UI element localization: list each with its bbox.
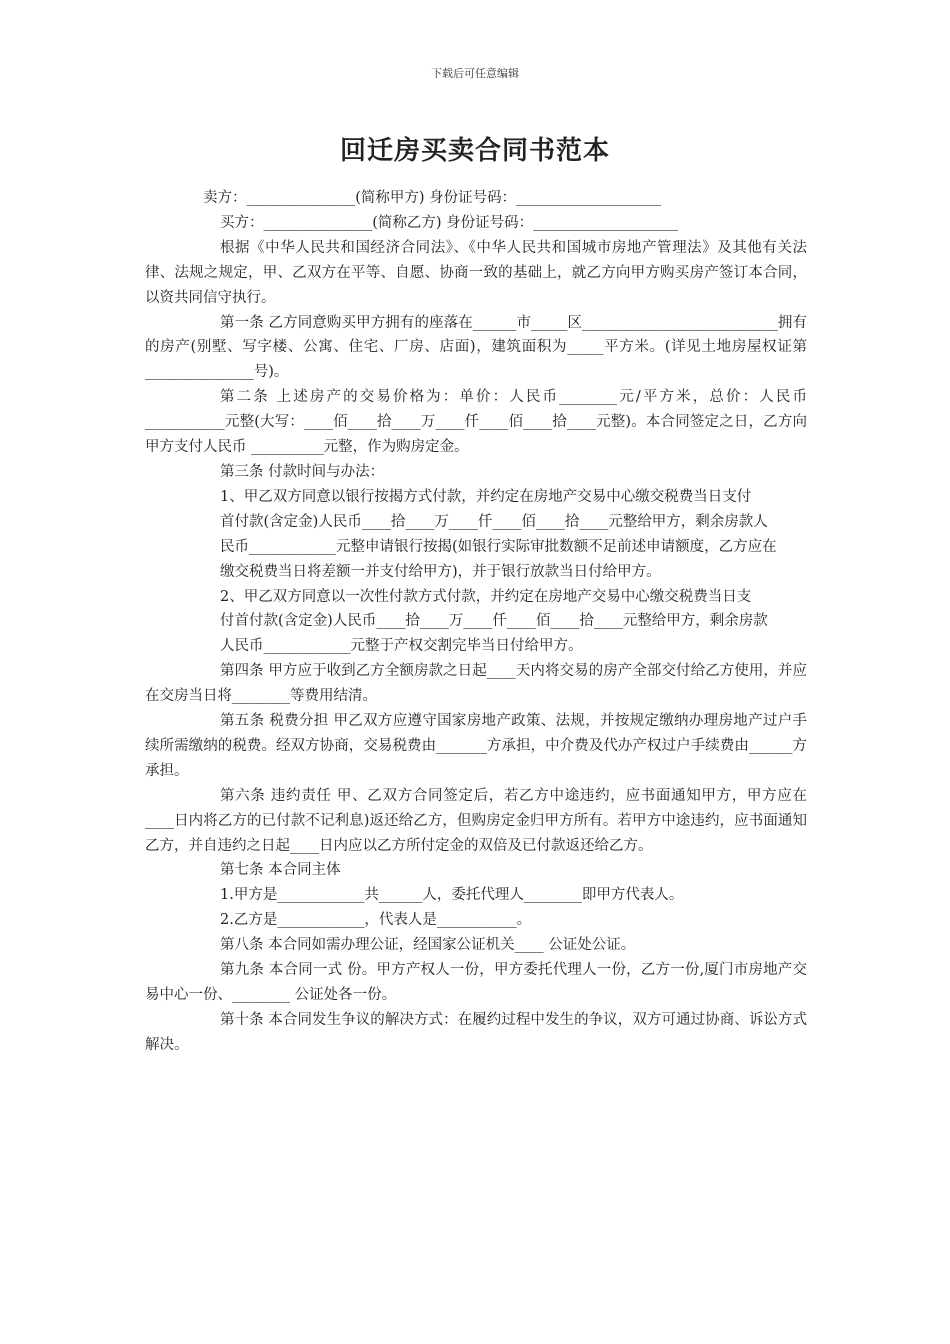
paragraph-article-3-1c: 民币____________元整申请银行按揭(如银行实际审批数额不足前述申请额度，乙方应在 bbox=[220, 538, 777, 555]
paragraph-article-9: 第九条 本合同一式 份。甲方产权人一份，甲方委托代理人一份，乙方一份,厦门市房地产交易中心一份、________ 公证处各一份。 bbox=[145, 962, 807, 1003]
paragraph-article-10: 第十条 本合同发生争议的解决方式：在履约过程中发生的争议，双方可通过协商、诉讼方式解决。 bbox=[145, 1011, 807, 1053]
document-title: 回迁房买卖合同书范本 bbox=[339, 136, 610, 166]
paragraph-article-7-2: 2.乙方是____________，代表人是___________。 bbox=[220, 912, 532, 929]
paragraph-article-3-2c: 人民币____________元整于产权交割完毕当日付给甲方。 bbox=[220, 638, 583, 655]
paragraph-article-3-2b: 付首付款(含定金)人民币____拾____万____仟____佰____拾____元整给甲方，剩余房款 bbox=[220, 613, 768, 630]
paragraph-seller-line: 卖方：_______________(简称甲方) 身份证号码：____________________ bbox=[203, 190, 662, 206]
page-header-note: 下载后可任意编辑 bbox=[431, 67, 519, 80]
paragraph-article-4: 第四条 甲方应于收到乙方全额房款之日起____天内将交易的房产全部交付给乙方使用，并应在交房当日将________等费用结清。 bbox=[145, 663, 807, 705]
paragraph-article-2: 第二条 上述房产的交易价格为：单价：人民币________元/平方米，总价：人民币___________元整(大写：____佰____拾____万____仟____佰____拾____元整)。本合同签定之日，乙方向甲方支付人民币 __________元整，作为购房定金。 bbox=[145, 389, 807, 456]
paragraph-article-7: 第七条 本合同主体 bbox=[220, 862, 341, 879]
paragraph-article-5: 第五条 税费分担 甲乙双方应遵守国家房地产政策、法规，并按规定缴纳办理房地产过户手续所需缴纳的税费。经双方协商，交易税费由_______方承担，中介费及代办产权过户手续费由______方承担。 bbox=[145, 713, 807, 779]
paragraph-article-6: 第六条 违约责任 甲、乙双方合同签定后，若乙方中途违约，应书面通知甲方，甲方应在____日内将乙方的已付款不记利息)返还给乙方，但购房定金归甲方所有。若甲方中途违约，应书面通知乙方，并自违约之日起____日内应以乙方所付定金的双倍及已付款返还给乙方。 bbox=[145, 787, 807, 854]
paragraph-article-3-1d: 缴交税费当日将差额一并支付给甲方)，并于银行放款当日付给甲方。 bbox=[220, 563, 661, 580]
paragraph-article-8: 第八条 本合同如需办理公证，经国家公证机关____ 公证处公证。 bbox=[220, 937, 636, 954]
paragraph-article-3: 第三条 付款时间与办法： bbox=[220, 463, 385, 480]
paragraph-article-3-1b: 首付款(含定金)人民币____拾____万____仟____佰____拾____元整给甲方，剩余房款人 bbox=[220, 513, 768, 530]
paragraph-article-1: 第一条 乙方同意购买甲方拥有的座落在______市_____区___________________________拥有的房产(别墅、写字楼、公寓、住宅、厂房、店面)，建筑面积为_____平方米。(详见土地房屋权证第_______________号)。 bbox=[145, 314, 807, 381]
paragraph-article-7-1: 1.甲方是____________共______人，委托代理人________即甲方代表人。 bbox=[220, 887, 684, 904]
paragraph-buyer-line: 买方：_______________(简称乙方) 身份证号码：____________________ bbox=[220, 214, 679, 231]
contract-body bbox=[145, 186, 807, 1058]
paragraph-article-3-2: 2、甲乙双方同意以一次性付款方式付款，并约定在房地产交易中心缴交税费当日支 bbox=[220, 588, 752, 605]
paragraph-article-3-1: 1、甲乙双方同意以银行按揭方式付款，并约定在房地产交易中心缴交税费当日支付 bbox=[220, 488, 752, 505]
paragraph-preamble: 根据《中华人民共和国经济合同法》、《中华人民共和国城市房地产管理法》及其他有关法律、法规之规定，甲、乙双方在平等、自愿、协商一致的基础上，就乙方向甲方购买房产签订本合同，以资共同信守执行。 bbox=[145, 239, 807, 306]
